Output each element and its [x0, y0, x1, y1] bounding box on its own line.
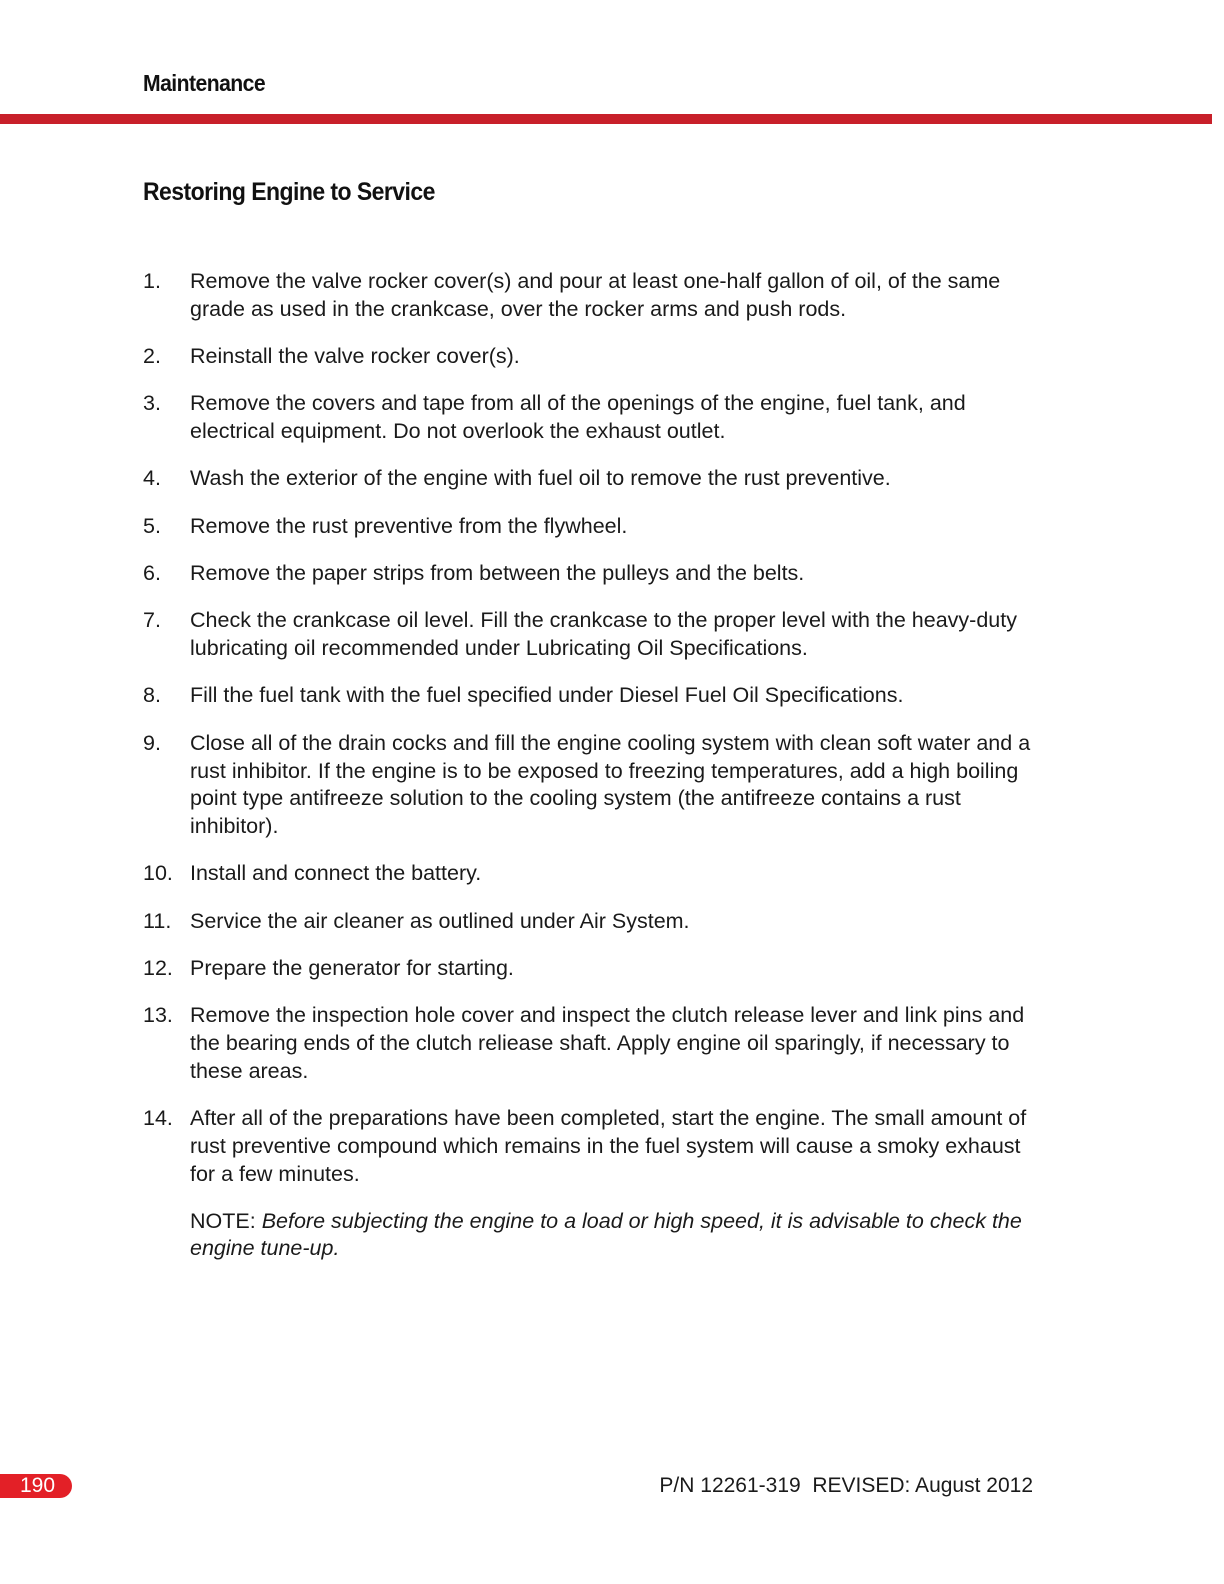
- step-number: 4.: [143, 466, 161, 491]
- step-14: [143, 1105, 1043, 1263]
- step-number: 9.: [143, 730, 161, 755]
- step-number: 12.: [143, 956, 173, 981]
- step-number: 2.: [143, 344, 161, 369]
- step-number: 13.: [143, 1003, 173, 1028]
- step-12: [143, 955, 1043, 983]
- step-text: Remove the covers and tape from all of the openings of the engine, fuel tank, and electrical equipment. Do not overlook the exhaust outlet.: [190, 391, 966, 444]
- step-3: [143, 390, 1043, 446]
- step-number: 8.: [143, 683, 161, 708]
- step-13: [143, 1002, 1043, 1085]
- step-text: Remove the rust preventive from the flywheel.: [190, 513, 628, 538]
- step-11: [143, 908, 1043, 936]
- step-number: 11.: [143, 908, 172, 933]
- note: [190, 1208, 1043, 1264]
- step-text: Reinstall the valve rocker cover(s).: [190, 344, 520, 369]
- step-number: 5.: [143, 513, 161, 538]
- step-10: [143, 860, 1043, 888]
- note-text: Before subjecting the engine to a load or high speed, it is advisable to check the engine tune-up.: [190, 1208, 1022, 1261]
- step-text: Remove the valve rocker cover(s) and pour at least one-half gallon of oil, of the same grade as used in the crankcase, over the rocker arms and push rods.: [190, 269, 1001, 321]
- step-number: 6.: [143, 561, 161, 586]
- step-text: Remove the paper strips from between the pulleys and the belts.: [190, 561, 805, 586]
- step-number: 7.: [143, 608, 161, 633]
- step-text: Wash the exterior of the engine with fuel oil to remove the rust preventive.: [190, 466, 891, 491]
- step-8: [143, 682, 1043, 710]
- section-header: Maintenance: [143, 70, 266, 96]
- page-number-badge: [0, 1474, 72, 1498]
- step-number: 3.: [143, 391, 161, 416]
- step-text: Check the crankcase oil level. Fill the crankcase to the proper level with the heavy-duty lubricating oil recommended under Lubricating Oil Specifications.: [190, 608, 1017, 661]
- step-4: [143, 465, 1043, 493]
- page-number: 190: [20, 1474, 56, 1497]
- step-7: [143, 607, 1043, 663]
- step-text: Fill the fuel tank with the fuel specified under Diesel Fuel Oil Specifications.: [190, 683, 904, 708]
- note-label: NOTE:: [190, 1208, 256, 1233]
- step-1: [143, 268, 1043, 324]
- header-rule: [0, 114, 1212, 124]
- step-5: [143, 513, 1043, 541]
- step-number: 10.: [143, 861, 173, 886]
- step-6: [143, 560, 1043, 588]
- procedure-steps: [143, 268, 1043, 1283]
- step-9: [143, 730, 1043, 841]
- step-2: [143, 343, 1043, 371]
- step-text: Close all of the drain cocks and fill the engine cooling system with clean soft water and a rust inhibitor. If the engine is to be exposed to freezing temperatures, add a high boiling point type antifreeze solution to the cooling system (the antifreeze contains a rust inhibitor).: [190, 730, 1031, 839]
- page-title: Restoring Engine to Service: [143, 178, 435, 206]
- step-text: Prepare the generator for starting.: [190, 956, 514, 981]
- step-number: 14.: [143, 1106, 173, 1131]
- step-text: Service the air cleaner as outlined under Air System.: [190, 908, 690, 933]
- step-number: 1.: [143, 269, 161, 293]
- step-text: Install and connect the battery.: [190, 861, 482, 886]
- part-number-revision: P/N 12261-319 REVISED: August 2012: [659, 1474, 1033, 1497]
- step-text: Remove the inspection hole cover and inspect the clutch release lever and link pins and the bearing ends of the clutch reliease shaft. Apply engine oil sparingly, if necessary to these areas.: [190, 1003, 1025, 1083]
- step-text: After all of the preparations have been completed, start the engine. The small amount of rust preventive compound which remains in the fuel system will cause a smoky exhaust for a few minutes.: [190, 1106, 1027, 1186]
